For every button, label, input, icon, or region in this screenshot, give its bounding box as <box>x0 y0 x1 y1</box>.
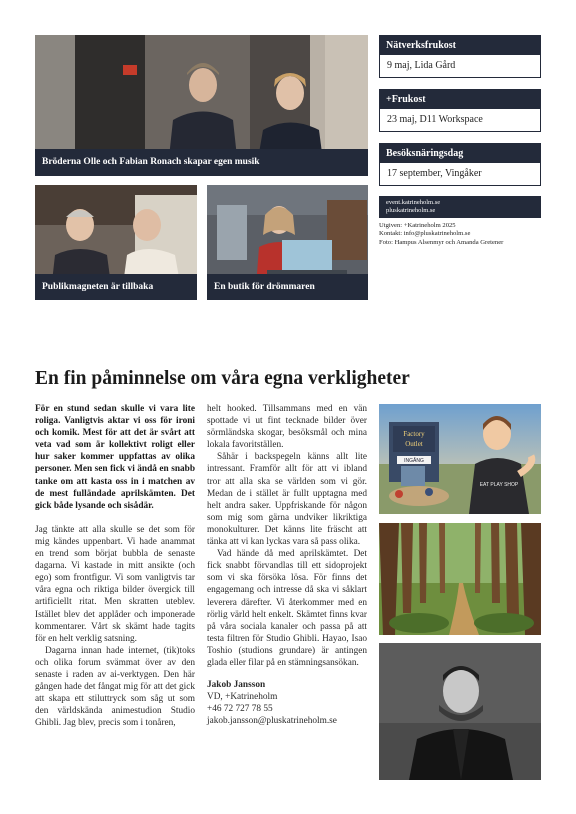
article-headline: En fin påminnelse om våra egna verkligheter <box>35 368 410 389</box>
cartoon-shirt-text: EAT PLAY SHOP <box>479 482 519 488</box>
signature-phone: +46 72 727 78 55 <box>207 704 273 715</box>
signature-name: Jakob Jansson <box>207 680 266 691</box>
event-frukost <box>379 89 541 132</box>
signature <box>207 679 367 727</box>
credits-publisher: Utgiven: +Katrineholm 2025 <box>379 222 456 229</box>
cartoon-sign-top: Factory <box>403 430 425 438</box>
forest-image <box>379 523 541 635</box>
photo-brothers <box>35 35 368 176</box>
credits-photo: Foto: Hampus Alsenmyr och Amanda Gretener <box>379 238 504 246</box>
publik-caption: Publikmagneten är tillbaka <box>35 274 197 300</box>
cartoon-illustration <box>379 404 541 514</box>
photo-butik <box>207 185 368 300</box>
article-paragraph: Dagarna innan hade internet, (tik)toks och olika forum svämmat över av den senaste i raden av ai-verktygen. Den här gången hade det fångat mig för att det gick att skapa ett stiluttryck som såg ut som den världskända animestudion Studio Ghibli. Jag blev, precis som i tonåren, <box>35 645 195 729</box>
butik-caption: En butik för drömmaren <box>207 274 368 300</box>
portrait-image <box>379 643 541 780</box>
event-title: Nätverksfrukost <box>379 35 541 55</box>
cartoon-sign-bottom: INGÅNG <box>404 458 424 464</box>
photo-publik <box>35 185 197 300</box>
website-box <box>379 196 541 218</box>
article-paragraph: Såhär i backspegeln känns allt lite intressant. Framför allt för att vi ibland tror att alla ska se världen som vi gör. Medan de i stället är fullt upptagna med helt andra saker. Uppfriskande för någon som mig som gärna undviker likriktiga monokulturer. Det känns lite fräscht att tänka att vi kan lyckas vara så pass olika. <box>207 452 367 548</box>
event-besoksnaringsdag <box>379 143 541 186</box>
article-column-1 <box>35 403 195 729</box>
event-detail: 17 september, Vingåker <box>379 163 541 186</box>
portrait-photo <box>379 643 541 780</box>
article-paragraph: Jag tänkte att alla skulle se det som för mig kändes uppenbart. Vi hade anammat en trend som börjat bubbla de senaste dagarna. Vi kastade in mitt ansikte (och ego) som frontfigur. Vi som vanligtvis tar våra egna och riktiga bilder övergick till artificiellt ritat. Men skratten uteblev. Istället blev det applåder och imponerade kommentarer. Vårt sk skämt hade tagits för en helt verklig satsning. <box>35 524 195 644</box>
event-detail: 23 maj, D11 Workspace <box>379 109 541 132</box>
event-title: +Frukost <box>379 89 541 109</box>
article-paragraph: Vad hände då med aprilskämtet. Det fick snabbt förvandlas till ett sidoprojekt som vi ska försöka lösa. För finns det engagemang och intresse då ska vi såklart leverera därefter. Vi återkommer med en rörlig värld helt enkelt. Skämtet finns kvar på våra sociala kanaler och passa på att testa filtren för Studio Ghibli. Hayao, Isao Toshio (studions grundare) är antingen glada eller filar på en stämningsansökan. <box>207 549 367 668</box>
website-link-event[interactable]: event.katrineholm.se <box>386 199 441 206</box>
article-lead: För en stund sedan skulle vi vara lite roliga. Vanligtvis aktar vi oss för ironi och komik. Mest för att det är svårt att veta vad som är kollektivt roligt eller hur saker kommer uppfattas av olika personer. Men sen fick vi ändå en snabb tanke om att kasta oss in i matchen av de mest fulländade aprilskämten. Det gick både lysande och sisådär. <box>35 404 195 511</box>
signature-email[interactable]: jakob.jansson@pluskatrineholm.se <box>207 716 337 727</box>
article-column-2 <box>207 403 367 727</box>
cartoon-image <box>379 404 541 514</box>
forest-illustration <box>379 523 541 635</box>
credits <box>379 222 554 247</box>
event-natverksfrukost <box>379 35 541 78</box>
cartoon-sign-mid: Outlet <box>405 440 423 448</box>
website-link-plus[interactable]: pluskatrineholm.se <box>386 207 436 214</box>
event-title: Besöksnäringsdag <box>379 143 541 163</box>
credits-contact: Kontakt: info@pluskatrineholm.se <box>379 230 471 238</box>
article-paragraph: helt hooked. Tillsammans med en vän spottade vi ut fint tecknade bilder över sörmländska skogar, besöksmål och mina lokala favoritställen. <box>207 404 367 451</box>
brothers-caption: Bröderna Olle och Fabian Ronach skapar egen musik <box>35 149 368 176</box>
event-detail: 9 maj, Lida Gård <box>379 55 541 78</box>
signature-title: VD, +Katrineholm <box>207 692 278 703</box>
